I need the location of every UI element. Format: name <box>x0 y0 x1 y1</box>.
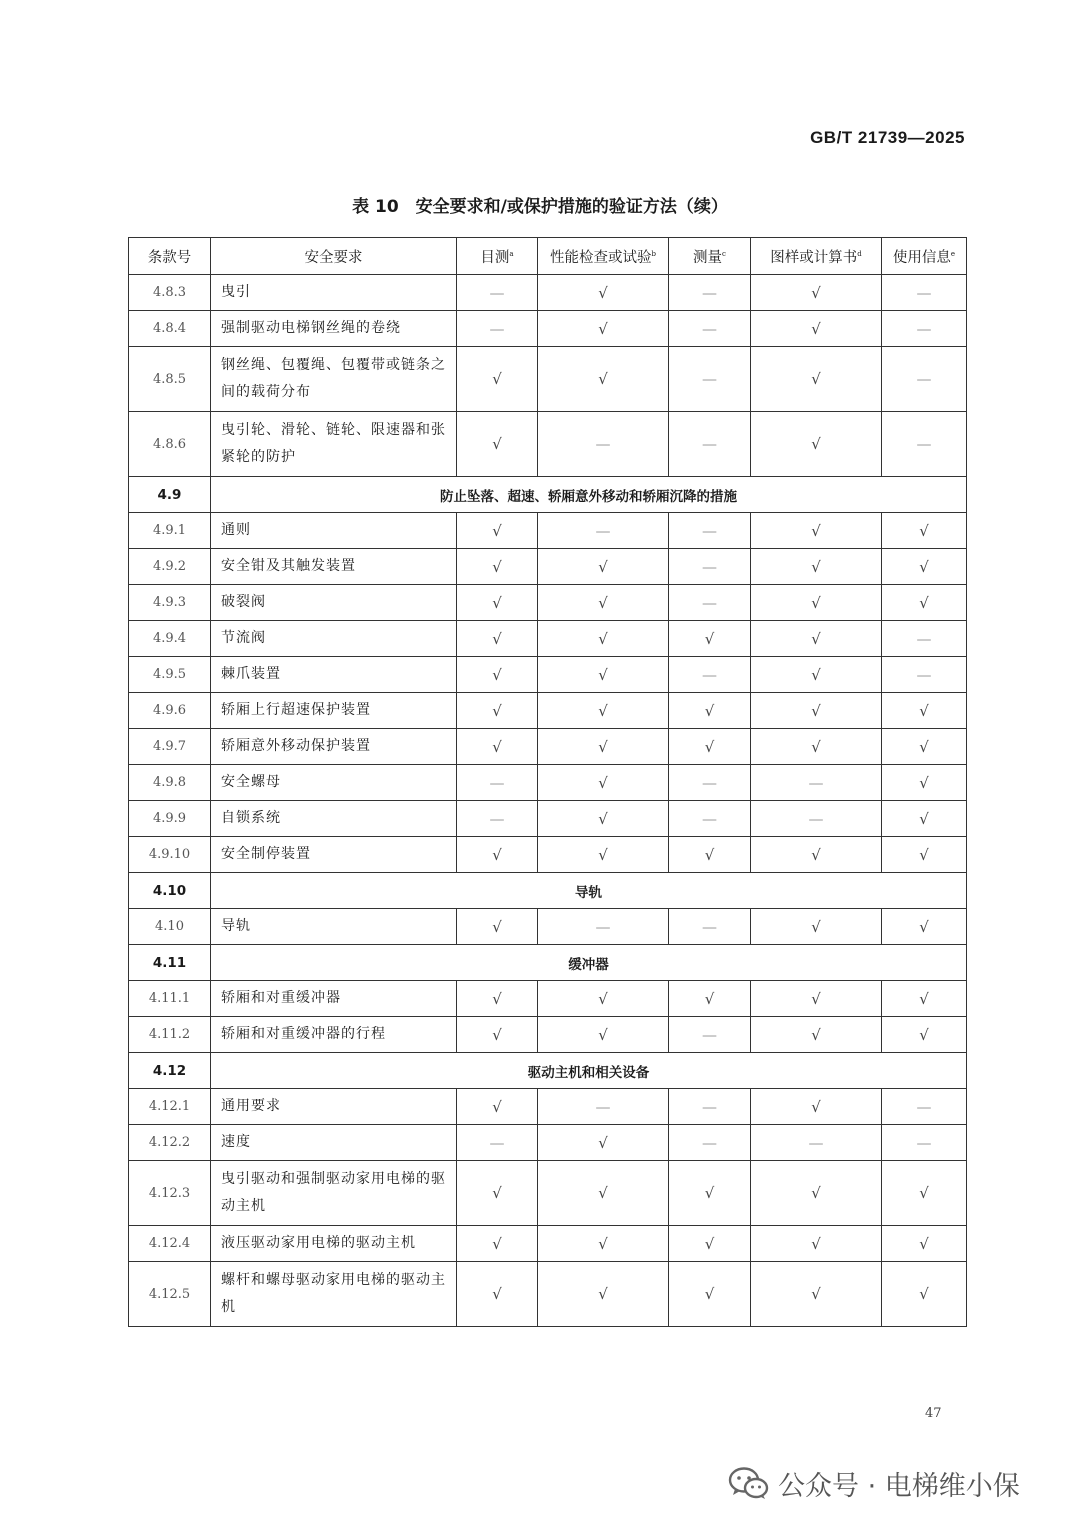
table-row <box>129 1161 967 1226</box>
check-mark: √ <box>882 909 967 945</box>
dash-mark: — <box>882 1125 967 1161</box>
section-title: 导轨 <box>211 873 967 909</box>
requirement-text: 安全螺母 <box>211 765 457 801</box>
table-row <box>129 585 967 621</box>
table-title: 表 10 安全要求和/或保护措施的验证方法（续） <box>352 197 728 217</box>
clause-number: 4.9.10 <box>129 837 211 873</box>
table-row <box>129 549 967 585</box>
dash-mark: — <box>882 275 967 311</box>
verification-table <box>128 237 967 1327</box>
check-mark: √ <box>538 275 669 311</box>
clause-number: 4.9.4 <box>129 621 211 657</box>
check-mark: √ <box>751 513 882 549</box>
check-mark: √ <box>538 1017 669 1053</box>
requirement-text: 曳引 <box>211 275 457 311</box>
check-mark: √ <box>457 549 538 585</box>
check-mark: √ <box>538 693 669 729</box>
table-row <box>129 657 967 693</box>
requirement-text: 钢丝绳、包覆绳、包覆带或链条之间的载荷分布 <box>211 347 457 412</box>
requirement-text: 速度 <box>211 1125 457 1161</box>
clause-number: 4.8.6 <box>129 412 211 477</box>
check-mark: √ <box>457 837 538 873</box>
dash-mark: — <box>751 801 882 837</box>
table-row <box>129 693 967 729</box>
check-mark: √ <box>751 909 882 945</box>
dash-mark: — <box>669 1089 751 1125</box>
section-clause: 4.9 <box>129 477 211 513</box>
clause-number: 4.9.7 <box>129 729 211 765</box>
section-row <box>129 873 967 909</box>
check-mark: √ <box>457 1161 538 1226</box>
requirement-text: 曳引轮、滑轮、链轮、限速器和张紧轮的防护 <box>211 412 457 477</box>
dash-mark: — <box>882 657 967 693</box>
page-number: 47 <box>925 1406 942 1421</box>
dash-mark: — <box>669 275 751 311</box>
check-mark: √ <box>751 1089 882 1125</box>
watermark <box>728 1463 1020 1503</box>
clause-number: 4.12.5 <box>129 1262 211 1327</box>
clause-number: 4.8.3 <box>129 275 211 311</box>
column-header: 安全要求 <box>211 238 457 275</box>
check-mark: √ <box>457 347 538 412</box>
check-mark: √ <box>457 1089 538 1125</box>
dash-mark: — <box>457 275 538 311</box>
check-mark: √ <box>882 837 967 873</box>
table-row <box>129 311 967 347</box>
check-mark: √ <box>457 1262 538 1327</box>
check-mark: √ <box>669 693 751 729</box>
table-row <box>129 1017 967 1053</box>
table-row <box>129 1226 967 1262</box>
section-clause: 4.12 <box>129 1053 211 1089</box>
clause-number: 4.9.1 <box>129 513 211 549</box>
dash-mark: — <box>669 801 751 837</box>
clause-number: 4.12.2 <box>129 1125 211 1161</box>
check-mark: √ <box>751 549 882 585</box>
table-row <box>129 513 967 549</box>
clause-number: 4.9.6 <box>129 693 211 729</box>
check-mark: √ <box>457 981 538 1017</box>
check-mark: √ <box>751 347 882 412</box>
column-header: 目测$^a$ <box>457 238 538 275</box>
dash-mark: — <box>538 513 669 549</box>
dash-mark: — <box>669 412 751 477</box>
dash-mark: — <box>457 765 538 801</box>
clause-number: 4.10 <box>129 909 211 945</box>
check-mark: √ <box>457 1226 538 1262</box>
check-mark: √ <box>538 837 669 873</box>
section-row <box>129 945 967 981</box>
table-header-row <box>129 238 967 275</box>
clause-number: 4.12.4 <box>129 1226 211 1262</box>
table-row <box>129 1262 967 1327</box>
section-clause: 4.11 <box>129 945 211 981</box>
check-mark: √ <box>669 837 751 873</box>
check-mark: √ <box>457 1017 538 1053</box>
check-mark: √ <box>751 981 882 1017</box>
clause-number: 4.11.1 <box>129 981 211 1017</box>
dash-mark: — <box>538 909 669 945</box>
check-mark: √ <box>457 621 538 657</box>
check-mark: √ <box>538 585 669 621</box>
column-header: 条款号 <box>129 238 211 275</box>
dash-mark: — <box>538 1089 669 1125</box>
check-mark: √ <box>882 801 967 837</box>
clause-number: 4.8.5 <box>129 347 211 412</box>
check-mark: √ <box>882 1017 967 1053</box>
table-row <box>129 837 967 873</box>
requirement-text: 通用要求 <box>211 1089 457 1125</box>
requirement-text: 安全钳及其触发装置 <box>211 549 457 585</box>
dash-mark: — <box>457 1125 538 1161</box>
dash-mark: — <box>669 585 751 621</box>
column-header: 性能检查或试验$^b$ <box>538 238 669 275</box>
wechat-icon <box>728 1466 770 1500</box>
check-mark: √ <box>751 412 882 477</box>
check-mark: √ <box>538 1262 669 1327</box>
requirement-text: 节流阀 <box>211 621 457 657</box>
check-mark: √ <box>457 693 538 729</box>
check-mark: √ <box>669 621 751 657</box>
requirement-text: 轿厢意外移动保护装置 <box>211 729 457 765</box>
check-mark: √ <box>882 1262 967 1327</box>
check-mark: √ <box>538 549 669 585</box>
clause-number: 4.11.2 <box>129 1017 211 1053</box>
check-mark: √ <box>538 729 669 765</box>
check-mark: √ <box>457 729 538 765</box>
table-row <box>129 729 967 765</box>
table-row <box>129 765 967 801</box>
table-row <box>129 1089 967 1125</box>
requirement-text: 棘爪装置 <box>211 657 457 693</box>
check-mark: √ <box>669 1161 751 1226</box>
check-mark: √ <box>538 1161 669 1226</box>
section-title: 缓冲器 <box>211 945 967 981</box>
section-row <box>129 1053 967 1089</box>
clause-number: 4.12.3 <box>129 1161 211 1226</box>
dash-mark: — <box>457 801 538 837</box>
check-mark: √ <box>538 801 669 837</box>
clause-number: 4.9.5 <box>129 657 211 693</box>
dash-mark: — <box>669 513 751 549</box>
requirement-text: 轿厢和对重缓冲器 <box>211 981 457 1017</box>
standard-code: GB/T 21739—2025 <box>810 128 965 147</box>
check-mark: √ <box>882 513 967 549</box>
check-mark: √ <box>538 981 669 1017</box>
check-mark: √ <box>669 1226 751 1262</box>
section-title: 防止坠落、超速、轿厢意外移动和轿厢沉降的措施 <box>211 477 967 513</box>
dash-mark: — <box>882 1089 967 1125</box>
requirement-text: 通则 <box>211 513 457 549</box>
check-mark: √ <box>457 412 538 477</box>
column-header: 测量$^c$ <box>669 238 751 275</box>
dash-mark: — <box>669 657 751 693</box>
dash-mark: — <box>457 311 538 347</box>
table-row <box>129 1125 967 1161</box>
check-mark: √ <box>457 909 538 945</box>
check-mark: √ <box>669 729 751 765</box>
check-mark: √ <box>538 621 669 657</box>
column-header: 使用信息$^e$ <box>882 238 967 275</box>
check-mark: √ <box>882 585 967 621</box>
dash-mark: — <box>538 412 669 477</box>
check-mark: √ <box>669 981 751 1017</box>
check-mark: √ <box>882 981 967 1017</box>
check-mark: √ <box>457 513 538 549</box>
requirement-text: 轿厢上行超速保护装置 <box>211 693 457 729</box>
table-row <box>129 347 967 412</box>
check-mark: √ <box>751 275 882 311</box>
section-row <box>129 477 967 513</box>
requirement-text: 液压驱动家用电梯的驱动主机 <box>211 1226 457 1262</box>
check-mark: √ <box>882 1226 967 1262</box>
dash-mark: — <box>669 549 751 585</box>
check-mark: √ <box>751 585 882 621</box>
dash-mark: — <box>882 347 967 412</box>
requirement-text: 自锁系统 <box>211 801 457 837</box>
check-mark: √ <box>457 657 538 693</box>
requirement-text: 导轨 <box>211 909 457 945</box>
check-mark: √ <box>538 765 669 801</box>
dash-mark: — <box>882 621 967 657</box>
check-mark: √ <box>669 1262 751 1327</box>
clause-number: 4.8.4 <box>129 311 211 347</box>
table-row <box>129 981 967 1017</box>
dash-mark: — <box>669 1017 751 1053</box>
table-row <box>129 801 967 837</box>
check-mark: √ <box>457 585 538 621</box>
dash-mark: — <box>669 765 751 801</box>
check-mark: √ <box>751 729 882 765</box>
check-mark: √ <box>751 1262 882 1327</box>
check-mark: √ <box>751 1017 882 1053</box>
check-mark: √ <box>751 1226 882 1262</box>
dash-mark: — <box>669 1125 751 1161</box>
clause-number: 4.9.2 <box>129 549 211 585</box>
dash-mark: — <box>882 311 967 347</box>
check-mark: √ <box>538 347 669 412</box>
dash-mark: — <box>669 909 751 945</box>
check-mark: √ <box>751 621 882 657</box>
dash-mark: — <box>882 412 967 477</box>
check-mark: √ <box>882 1161 967 1226</box>
check-mark: √ <box>751 1161 882 1226</box>
clause-number: 4.12.1 <box>129 1089 211 1125</box>
check-mark: √ <box>882 765 967 801</box>
check-mark: √ <box>538 1226 669 1262</box>
column-header: 图样或计算书$^d$ <box>751 238 882 275</box>
dash-mark: — <box>751 1125 882 1161</box>
dash-mark: — <box>669 311 751 347</box>
table-row <box>129 275 967 311</box>
dash-mark: — <box>669 347 751 412</box>
check-mark: √ <box>882 693 967 729</box>
watermark-text: 公众号 · 电梯维小保 <box>778 1470 1020 1502</box>
check-mark: √ <box>751 837 882 873</box>
table-row <box>129 412 967 477</box>
check-mark: √ <box>882 729 967 765</box>
clause-number: 4.9.3 <box>129 585 211 621</box>
requirement-text: 曳引驱动和强制驱动家用电梯的驱动主机 <box>211 1161 457 1226</box>
check-mark: √ <box>538 657 669 693</box>
check-mark: √ <box>538 311 669 347</box>
table-row <box>129 909 967 945</box>
check-mark: √ <box>751 693 882 729</box>
check-mark: √ <box>538 1125 669 1161</box>
requirement-text: 螺杆和螺母驱动家用电梯的驱动主机 <box>211 1262 457 1327</box>
section-clause: 4.10 <box>129 873 211 909</box>
clause-number: 4.9.8 <box>129 765 211 801</box>
check-mark: √ <box>751 657 882 693</box>
check-mark: √ <box>882 549 967 585</box>
table-row <box>129 621 967 657</box>
dash-mark: — <box>751 765 882 801</box>
requirement-text: 强制驱动电梯钢丝绳的卷绕 <box>211 311 457 347</box>
check-mark: √ <box>751 311 882 347</box>
section-title: 驱动主机和相关设备 <box>211 1053 967 1089</box>
requirement-text: 轿厢和对重缓冲器的行程 <box>211 1017 457 1053</box>
requirement-text: 破裂阀 <box>211 585 457 621</box>
clause-number: 4.9.9 <box>129 801 211 837</box>
requirement-text: 安全制停装置 <box>211 837 457 873</box>
